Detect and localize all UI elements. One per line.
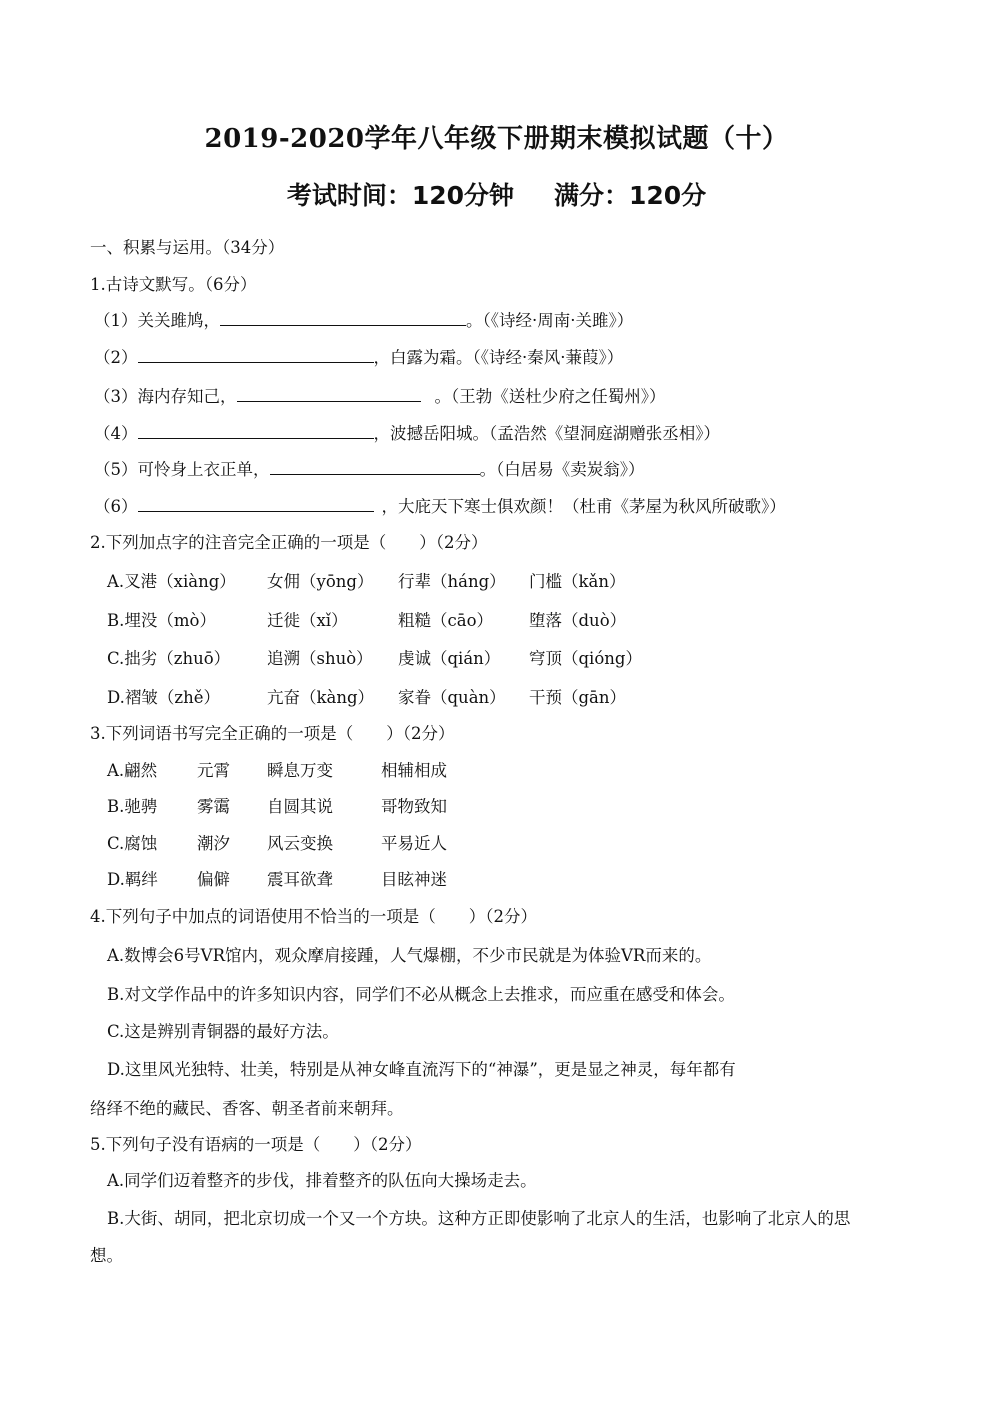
q3-option-c: C.腐蚀 潮汐 风云变换 平易近人: [107, 834, 447, 853]
q2-option-d: D.褶皱（zhě） 亢奋（kàng） 家眷（quàn） 干预（gān）: [107, 688, 627, 707]
q1-item-3: （3）海内存知己， 。（王勃《送杜少府之任蜀州》）: [94, 387, 666, 406]
q1-item-5: （5）可怜身上衣正单， 。（白居易《卖炭翁》）: [94, 460, 645, 479]
exam-time: 考试时间：120分钟: [286, 181, 514, 210]
q1-item-1: （1）关关雎鸠， 。（《诗经·周南·关雎》）: [94, 311, 634, 330]
question-4-stem: 4.下列句子中加点的词语使用不恰当的一项是（ ）（2分）: [90, 907, 537, 926]
q4-option-a: A.数博会6号VR馆内，观众摩肩接踵，人气爆棚，不少市民就是为体验VR而来的。: [107, 946, 712, 965]
section-heading: 一、积累与运用。（34分）: [90, 238, 285, 257]
q5-option-b: B.大街、胡同，把北京切成一个又一个方块。这种方正即使影响了北京人的生活，也影响了北京人的思: [107, 1209, 851, 1228]
answer-blank[interactable]: [220, 311, 466, 326]
q4-option-d: D.这里风光独特、壮美，特别是从神女峰直流泻下的“神瀑”，更是显之神灵，每年都有: [107, 1060, 736, 1079]
question-1-stem: 1.古诗文默写。（6分）: [90, 275, 257, 294]
q2-option-b: B.埋没（mò） 迁徙（xǐ） 粗糙（cāo） 堕落（duò）: [107, 611, 627, 630]
exam-full-score: 满分：120分: [554, 181, 707, 210]
q5-option-a: A.同学们迈着整齐的步伐，排着整齐的队伍向大操场走去。: [107, 1171, 537, 1190]
question-2-stem: 2.下列加点字的注音完全正确的一项是（ ）（2分）: [90, 533, 488, 552]
q4-option-b: B.对文学作品中的许多知识内容，同学们不必从概念上去推求，而应重在感受和体会。: [107, 985, 735, 1004]
answer-blank[interactable]: [138, 497, 374, 512]
exam-info: [0, 176, 993, 212]
q4-option-c: C.这是辨别青铜器的最好方法。: [107, 1022, 339, 1041]
q3-option-d: D.羁绊 偏僻 震耳欲聋 目眩神迷: [107, 870, 447, 889]
answer-blank[interactable]: [138, 348, 374, 363]
q2-option-c: C.拙劣（zhuō） 追溯（shuò） 虔诚（qián） 穹顶（qióng）: [107, 649, 642, 668]
q3-option-a: A.翩然 元霄 瞬息万变 相辅相成: [107, 761, 447, 780]
q5-option-b-continued: 想。: [90, 1246, 123, 1265]
q1-item-2: （2） ，白露为霜。（《诗经·秦风·蒹葭》）: [94, 348, 624, 367]
q1-item-6: （6） ，大庇天下寒士俱欢颜！（杜甫《茅屋为秋风所破歌》）: [94, 497, 786, 516]
question-5-stem: 5.下列句子没有语病的一项是（ ）（2分）: [90, 1135, 422, 1154]
answer-blank[interactable]: [270, 460, 480, 475]
q1-item-4: （4） ，波撼岳阳城。（孟浩然《望洞庭湖赠张丞相》）: [94, 424, 720, 443]
answer-blank[interactable]: [138, 424, 374, 439]
q3-option-b: B.驰骋 雾霭 自圆其说 哥物致知: [107, 797, 447, 816]
q4-option-d-continued: 络绎不绝的藏民、香客、朝圣者前来朝拜。: [90, 1099, 404, 1118]
exam-title: 2019-2020学年八年级下册期末模拟试题（十）: [204, 124, 789, 154]
answer-blank[interactable]: [237, 387, 421, 402]
question-3-stem: 3.下列词语书写完全正确的一项是（ ）（2分）: [90, 724, 455, 743]
q2-option-a: A.叉港（xiàng） 女佣（yōng） 行辈（háng） 门槛（kǎn）: [107, 572, 626, 591]
